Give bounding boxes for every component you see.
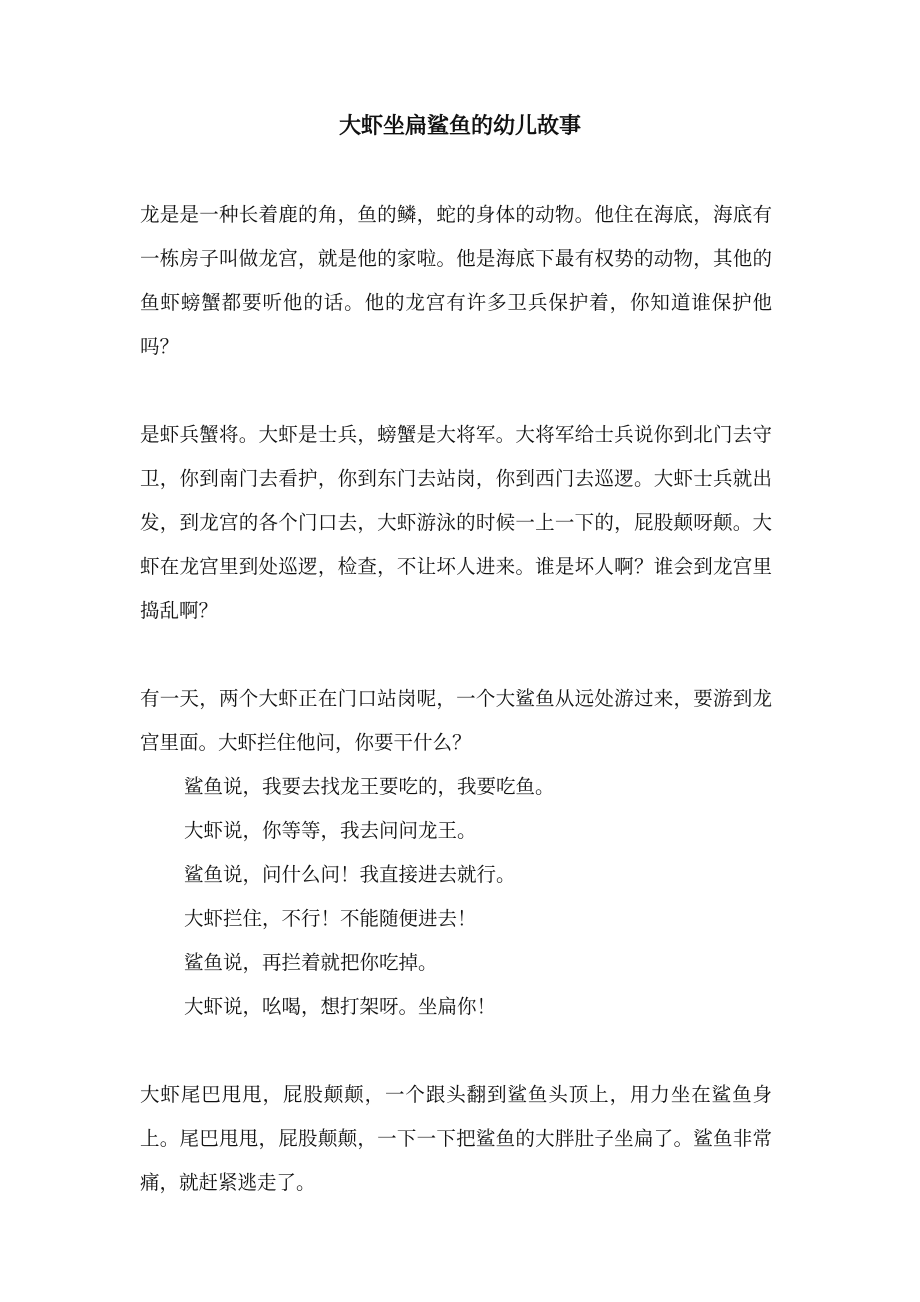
dialogue-line: 大虾拦住，不行！不能随便进去！: [184, 907, 477, 930]
paragraph-intro: 龙是是一种长着鹿的角，鱼的鳞，蛇的身体的动物。他住在海底，海底有一栋房子叫做龙宫，就是他的家啦。他是海底下最有权势的动物，其他的鱼虾螃蟹都要听他的话。他的龙宫有许多卫兵保护着，你知道谁保护他吗？: [140, 203, 772, 358]
paragraph-closing: 大虾尾巴甩甩，屁股颠颠，一个跟头翻到鲨鱼头顶上，用力坐在鲨鱼身上。尾巴甩甩，屁股颠颠，一下一下把鲨鱼的大胖肚子坐扁了。鲨鱼非常痛，就赶紧逃走了。: [140, 1083, 772, 1194]
paragraph-gap: [140, 633, 772, 677]
page-title: 大虾坐扁鲨鱼的幼儿故事: [338, 113, 581, 139]
paragraph-guards: 是虾兵蟹将。大虾是士兵，螃蟹是大将军。大将军给士兵说你到北门去守卫，你到南门去看护，你到东门去站岗，你到西门去巡逻。大虾士兵就出发，到龙宫的各个门口去，大虾游泳的时候一上一下的，屁股颠呀颠。大虾在龙宫里到处巡逻，检查，不让坏人进来。谁是坏人啊？谁会到龙宫里捣乱啊？: [140, 423, 772, 622]
paragraph-shark-arrives: 有一天，两个大虾正在门口站岗呢，一个大鲨鱼从远处游过来，要游到龙宫里面。大虾拦住他问，你要干什么？: [140, 687, 772, 754]
dialogue-block: [140, 765, 772, 1029]
paragraph-gap: [140, 369, 772, 413]
dialogue-line: 大虾说，你等等，我去问问龙王。: [184, 819, 477, 842]
dialogue-line: 鲨鱼说，问什么问！我直接进去就行。: [184, 863, 516, 886]
dialogue-line: 鲨鱼说，再拦着就把你吃掉。: [184, 951, 438, 974]
dialogue-line: 大虾说，吆喝，想打架呀。坐扁你！: [184, 995, 497, 1018]
dialogue-line: 鲨鱼说，我要去找龙王要吃的，我要吃鱼。: [184, 775, 555, 798]
story-body: [140, 193, 772, 1205]
paragraph-gap: [140, 1029, 772, 1073]
